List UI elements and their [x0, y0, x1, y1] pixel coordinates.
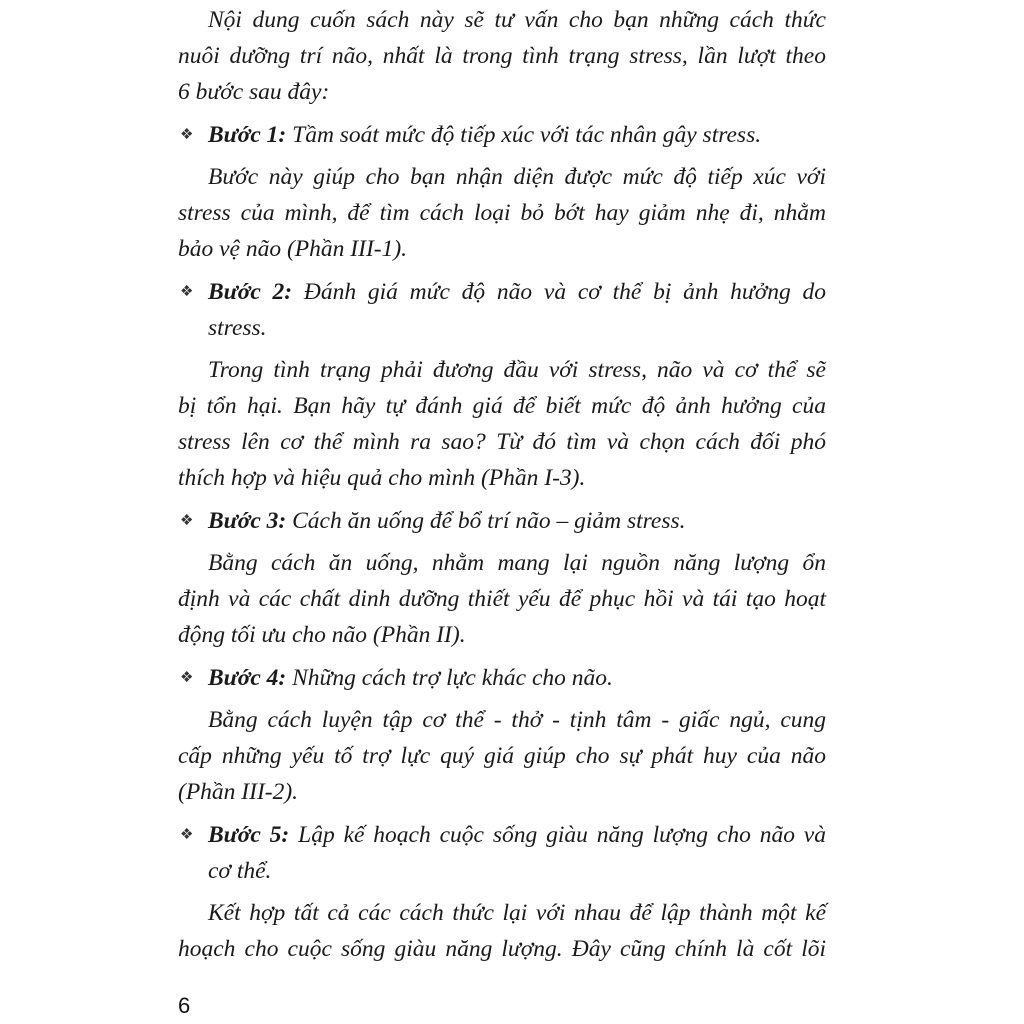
text-line: [178, 503, 826, 539]
text-line: [178, 38, 826, 74]
step-label: Bước 3:: [208, 507, 287, 534]
line-text: thích hợp và hiệu quả cho mình (Phần I-3).: [178, 465, 586, 491]
text-line: [178, 310, 826, 346]
paragraph: [178, 702, 826, 810]
text-line: [178, 424, 826, 460]
paragraph: [178, 159, 826, 267]
diamond-bullet-icon: ❖: [180, 512, 194, 529]
line-text: Lập kế hoạch cuộc sống giàu năng lượng cho não và: [289, 821, 826, 848]
text-line: [178, 2, 826, 38]
step-label: Bước 4:: [208, 664, 287, 691]
step-item: [178, 274, 826, 346]
line-text: Những cách trợ lực khác cho não.: [286, 664, 613, 691]
line-text: cấp những yếu tố trợ lực quý giá giúp cho sự phát huy của não: [178, 743, 826, 769]
line-text: bị tổn hại. Bạn hãy tự đánh giá để biết mức độ ảnh hưởng của: [178, 393, 826, 419]
line-text: nuôi dưỡng trí não, nhất là trong tình trạng stress, lần lượt theo: [178, 43, 826, 69]
line-text: động tối ưu cho não (Phần II).: [178, 622, 466, 648]
line-text: stress của mình, để tìm cách loại bỏ bớt hay giảm nhẹ đi, nhằm: [178, 200, 826, 226]
text-line: [178, 853, 826, 889]
text-line: [178, 931, 826, 967]
step-label: Bước 5:: [208, 821, 290, 848]
line-text: Bước này giúp cho bạn nhận diện được mức độ tiếp xúc với: [208, 164, 826, 190]
text-line: [178, 74, 826, 110]
step-label: Bước 1:: [208, 121, 287, 148]
step-item: [178, 817, 826, 889]
line-text: Bằng cách ăn uống, nhằm mang lại nguồn năng lượng ổn: [208, 550, 826, 576]
diamond-bullet-icon: ❖: [180, 669, 194, 686]
line-text: Bằng cách luyện tập cơ thể - thở - tịnh tâm - giấc ngủ, cung: [208, 707, 826, 733]
page-number: 6: [178, 993, 191, 1018]
diamond-bullet-icon: ❖: [180, 126, 194, 143]
line-text: định và các chất dinh dưỡng thiết yếu để phục hồi và tái tạo hoạt: [178, 586, 826, 612]
text-line: [178, 388, 826, 424]
line-text: Tầm soát mức độ tiếp xúc với tác nhân gây stress.: [286, 121, 762, 148]
paragraph: [178, 352, 826, 496]
step-item: [178, 117, 826, 153]
line-text: Trong tình trạng phải đương đầu với stress, não và cơ thể sẽ: [208, 357, 826, 383]
paragraph: [178, 2, 826, 110]
line-text: Cách ăn uống để bổ trí não – giảm stress.: [286, 507, 686, 534]
line-text: Đánh giá mức độ não và cơ thể bị ảnh hưởng do: [292, 278, 827, 305]
text-line: [178, 617, 826, 653]
line-text: 6 bước sau đây:: [178, 79, 330, 105]
diamond-bullet-icon: ❖: [180, 826, 194, 843]
paragraph: [178, 895, 826, 967]
text-line: [178, 195, 826, 231]
text-line: [178, 660, 826, 696]
line-text: hoạch cho cuộc sống giàu năng lượng. Đây cũng chính là cốt lõi: [178, 936, 826, 962]
line-text: Nội dung cuốn sách này sẽ tư vấn cho bạn những cách thức: [208, 7, 826, 33]
text-line: [178, 231, 826, 267]
text-line: [178, 352, 826, 388]
line-text: (Phần III-2).: [178, 779, 299, 805]
text-line: [178, 545, 826, 581]
text-line: [178, 274, 826, 310]
text-line: [178, 159, 826, 195]
text-line: [178, 702, 826, 738]
text-line: [178, 581, 826, 617]
paragraph: [178, 545, 826, 653]
diamond-bullet-icon: ❖: [180, 283, 194, 300]
line-text: stress lên cơ thể mình ra sao? Từ đó tìm và chọn cách đối phó: [178, 429, 826, 455]
step-item: [178, 660, 826, 696]
step-item: [178, 503, 826, 539]
text-line: [178, 460, 826, 496]
text-line: [178, 817, 826, 853]
line-text: Kết hợp tất cả các cách thức lại với nhau để lập thành một kế: [208, 900, 826, 926]
line-text: stress.: [208, 314, 267, 341]
text-line: [178, 895, 826, 931]
text-line: [178, 774, 826, 810]
line-text: bảo vệ não (Phần III-1).: [178, 236, 408, 262]
text-line: [178, 117, 826, 153]
text-line: [178, 738, 826, 774]
step-label: Bước 2:: [208, 278, 293, 305]
page-body: [178, 2, 826, 974]
line-text: cơ thể.: [208, 857, 272, 884]
